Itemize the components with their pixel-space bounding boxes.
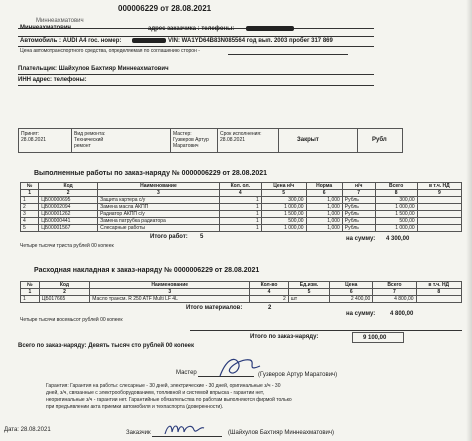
col-number: 5 (261, 190, 306, 197)
table-row: 2 ЦБ00002094 Замена масла АКПП 1 1 000,00 1,000 Рубль 1 000,00 (21, 204, 462, 211)
customer-name-faded: Миннеахматович (36, 18, 84, 24)
currency-box: Рубл (357, 128, 403, 153)
col-header: н/ч (342, 183, 375, 190)
col-number: 8 (375, 190, 417, 197)
status-box: Закрыт (278, 128, 358, 153)
price-note: Цена автомотранспортного средства, определяемая по соглашению сторон - (20, 48, 200, 54)
parts-sum-label: на сумму: (346, 311, 376, 317)
client-name: (Шайхулов Бахтияр Миннеахматович) (228, 430, 335, 436)
master-box: Мастер: Гузверов Артур Маратович (170, 128, 218, 153)
footer-date: Дата: 28.08.2021 (4, 427, 51, 433)
table-row: 5 ЦБ00001567 Слесарные работы 1 1 000,00 1,000 Рубль 1 000,00 (21, 225, 462, 232)
col-header: Цена н/ч (261, 183, 306, 190)
col-number: 2 (39, 190, 98, 197)
col-header: № (21, 282, 40, 289)
completion-box: Срок исполнения: 28.08.2021 (217, 128, 279, 153)
col-number: 3 (90, 289, 250, 296)
redaction (246, 26, 294, 31)
col-header: в т.ч. НД (417, 183, 461, 190)
col-header: № (21, 183, 39, 190)
col-number: 1 (21, 289, 40, 296)
col-header: Наименование (98, 183, 220, 190)
col-header: Код (39, 183, 98, 190)
customer-name: Миннеахматович (20, 25, 72, 31)
col-number: 2 (39, 289, 90, 296)
guarantee-line-2: дней, з/ч, связанные с электрооборудованием, топливной и системой впрыска - гарантии нет, (46, 390, 265, 396)
col-number: 7 (342, 190, 375, 197)
col-header: Норма (306, 183, 342, 190)
table-row: 3 ЦБ00001262 Радиатор АКПП с/у 1 1 500,00 1,000 Рубль 1 500,00 (21, 211, 462, 218)
col-header: Кол-во (250, 282, 289, 289)
client-signature (162, 418, 206, 440)
works-title: Выполненные работы по заказ-наряду № 0000006229 от 28.08.2021 (34, 170, 268, 177)
table-row: 1 ЦБ017665 Масло трансм. R 250 ATF Multi LF 4L 2 шт 2 400,00 4 800,00 (21, 296, 462, 303)
parts-total-count: 2 (268, 305, 272, 311)
col-number: 4 (219, 190, 261, 197)
col-number: 6 (330, 289, 373, 296)
parts-title: Расходная накладная к заказ-наряду № 0000006229 от 28.08.2021 (34, 267, 260, 274)
col-number: 5 (288, 289, 329, 296)
guarantee-line-3: неоригинальные з/ч - гарантии нет. Гарантийные обязательства по работам выполняются фирмой только (46, 397, 292, 403)
vin-text: VIN: WA1YD64B83N085564 год вып. 2003 пробег 317 869 (168, 38, 333, 44)
col-number: 9 (417, 190, 461, 197)
document-title-fragment: 000006229 от 28.08.2021 (118, 4, 212, 13)
col-number: 4 (250, 289, 289, 296)
col-number: 6 (306, 190, 342, 197)
col-number: 7 (373, 289, 416, 296)
guarantee-line-1: Гарантия: Гарантия на работы: слесарные - 30 дней, электрические - 30 дней, оригинальные з/ч - 30 (46, 383, 281, 389)
col-header: Всего (375, 183, 417, 190)
master-name: (Гузверов Артур Маратович) (258, 372, 338, 378)
col-header: Ед.изм. (288, 282, 329, 289)
col-number: 1 (21, 190, 39, 197)
works-total-label: Итого работ: (150, 234, 188, 240)
works-table (20, 182, 462, 232)
works-sum-value: 4 300,00 (386, 236, 410, 242)
table-row: 4 ЦБ00000441 Замена патрубка радиатора 1 500,00 1,000 Рубль 500,00 (21, 218, 462, 225)
parts-table (20, 281, 462, 303)
master-label: Мастер (176, 370, 197, 376)
col-header: Всего (373, 282, 416, 289)
parts-total-label: Итого материалов: (186, 305, 243, 311)
works-total-count: 5 (200, 234, 204, 240)
col-number: 8 (416, 289, 461, 296)
car-label: Автомобиль : AUDI A4 гос. номер: (20, 38, 122, 44)
customer-address-label: адрес заказчика : телефоны: (148, 26, 235, 32)
parts-sum-value: 4 800,00 (390, 311, 414, 317)
inn-label: ИНН адрес: телефоны: (18, 77, 87, 83)
payer-label: Плательщик: Шайхулов Бахтияр Миннеахматович (18, 66, 169, 72)
guarantee-line-4: при предъявлении акта приемки автомобиля и техпаспорта (доверенности). (46, 404, 224, 410)
col-header: Код (39, 282, 90, 289)
col-header: Цена (330, 282, 373, 289)
col-number: 3 (98, 190, 220, 197)
accepted-box: Принят: 28.08.2021 (18, 128, 72, 153)
work-type-box: Вид ремонта: Технический ремонт (71, 128, 171, 153)
client-label: Заказчик (126, 430, 151, 436)
works-sum-words: Четыре тысячи триста рублей 00 копеек (20, 243, 114, 249)
works-sum-label: на сумму: (346, 236, 376, 242)
col-header: Наименование (90, 282, 250, 289)
table-row: 1 ЦБ00000695 Защита картера с/у 1 300,00 1,000 Рубль 300,00 (21, 197, 462, 204)
parts-sum-words: Четыре тысячи восемьсот рублей 00 копеек (20, 317, 123, 323)
col-header: в т.ч. НД (416, 282, 461, 289)
redaction (132, 38, 166, 43)
grand-total-label: Итого по заказ-наряду: (250, 334, 319, 340)
page-shadow (466, 0, 472, 441)
col-header: Кол. ол. (219, 183, 261, 190)
grand-total-words: Всего по заказ-наряду: Девять тысяч сто рублей 00 копеек (18, 343, 195, 349)
grand-total-box: 9 100,00 (352, 332, 404, 343)
